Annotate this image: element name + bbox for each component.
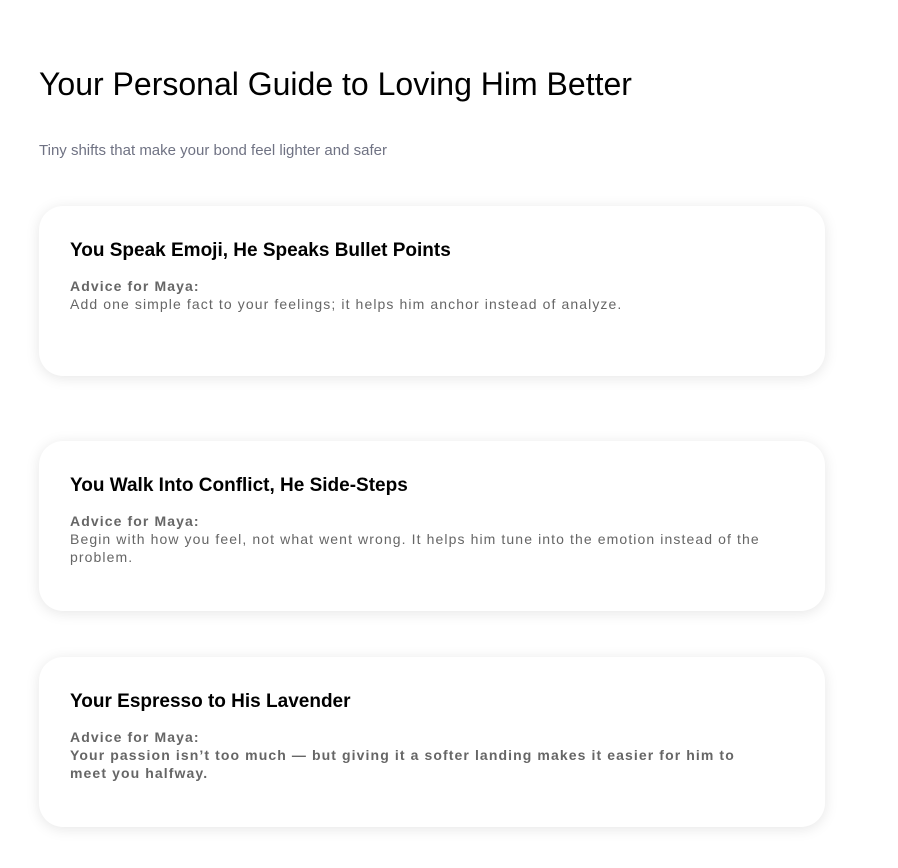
advice-card [39, 441, 825, 611]
advice-label: Advice for Maya: [70, 729, 200, 745]
card-title: Your Espresso to His Lavender [70, 691, 351, 712]
advice-text: Begin with how you feel, not what went wrong. It helps him tune into the emotion instead of the problem. [70, 531, 760, 565]
card-title: You Speak Emoji, He Speaks Bullet Points [70, 240, 451, 261]
advice-card [39, 206, 825, 376]
advice-text: Add one simple fact to your feelings; it helps him anchor instead of analyze. [70, 296, 623, 312]
advice-card [39, 657, 825, 827]
card-title: You Walk Into Conflict, He Side-Steps [70, 475, 408, 496]
advice-label: Advice for Maya: [70, 513, 200, 529]
advice-label: Advice for Maya: [70, 278, 200, 294]
advice-text: Your passion isn’t too much — but giving it a softer landing makes it easier for him to meet you halfway. [70, 747, 735, 781]
page-subtitle: Tiny shifts that make your bond feel lighter and safer [39, 142, 387, 159]
page-title: Your Personal Guide to Loving Him Better [39, 66, 632, 102]
